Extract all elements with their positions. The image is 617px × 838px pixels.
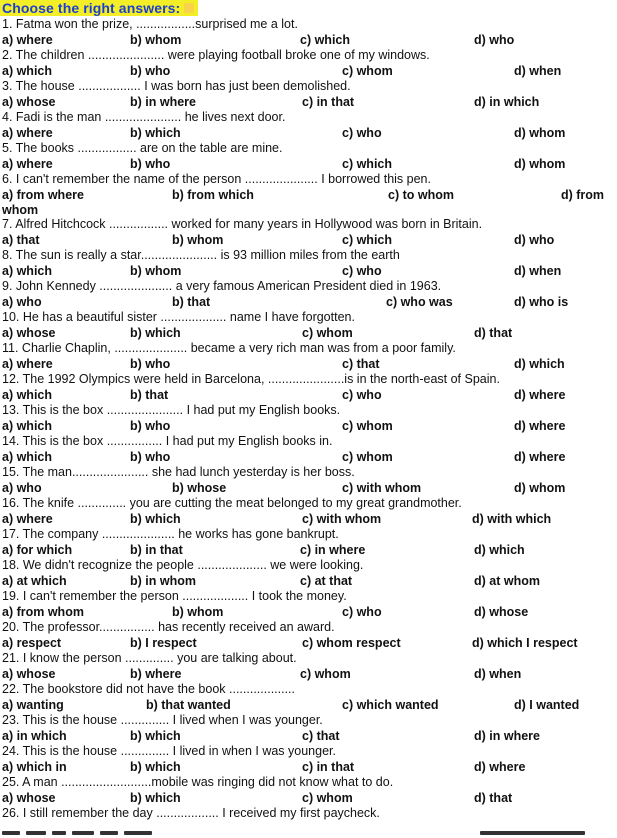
answer-option[interactable]: c) at that	[300, 573, 353, 588]
question-stem: 17. The company ..................... he works has gone bankrupt.	[2, 527, 339, 541]
answer-option[interactable]: d) whom	[514, 480, 566, 495]
answer-option[interactable]: c) which wanted	[342, 697, 439, 712]
question-stem: 19. I can't remember the person ................... I took the money.	[2, 589, 347, 603]
answer-option[interactable]: a) whose	[2, 325, 56, 340]
question-item	[2, 248, 615, 279]
answer-option[interactable]: b) in where	[130, 94, 196, 109]
answer-options	[2, 605, 615, 621]
answer-options	[2, 543, 615, 559]
answer-option[interactable]: b) who	[130, 449, 171, 464]
answer-option[interactable]: c) which	[342, 232, 393, 247]
answer-option[interactable]: b) in that	[130, 542, 183, 557]
answer-option[interactable]: d) that	[474, 325, 513, 340]
question-stem: 24. This is the house .............. I lived in when I was younger.	[2, 744, 336, 758]
answer-option[interactable]: d) at whom	[474, 573, 540, 588]
question-item	[2, 172, 615, 217]
answer-option[interactable]: d) which	[514, 356, 565, 371]
question-item	[2, 434, 615, 465]
answer-option[interactable]: b) which	[130, 125, 181, 140]
question-list	[2, 17, 615, 822]
question-item	[2, 403, 615, 434]
answer-option[interactable]: c) who	[342, 387, 382, 402]
answer-option[interactable]: c) in that	[302, 94, 355, 109]
answer-option[interactable]: d) in which	[474, 94, 540, 109]
answer-option[interactable]: c) which	[300, 32, 351, 47]
answer-options	[2, 64, 615, 80]
answer-option[interactable]: c) with whom	[302, 511, 382, 526]
answer-option[interactable]: a) where	[2, 156, 53, 171]
question-item	[2, 141, 615, 172]
instructions-header	[0, 0, 198, 16]
answer-option[interactable]: d) where	[474, 759, 526, 774]
answer-option[interactable]: a) which	[2, 63, 53, 78]
question-item	[2, 775, 615, 806]
answer-option[interactable]: a) that	[2, 232, 40, 247]
question-stem: 13. This is the box ...................... I had put my English books.	[2, 403, 341, 417]
answer-option[interactable]: d) with which	[472, 511, 552, 526]
answer-options	[2, 357, 615, 373]
answer-option[interactable]: b) I respect	[130, 635, 197, 650]
answer-option[interactable]: a) who	[2, 480, 42, 495]
question-item	[2, 620, 615, 651]
question-item	[2, 527, 615, 558]
answer-options	[2, 295, 615, 311]
answer-options	[2, 188, 615, 204]
answer-option[interactable]: c) whom	[302, 325, 353, 340]
answer-options	[2, 233, 615, 249]
answer-options	[2, 760, 615, 776]
question-stem: 3. The house .................. I was born has just been demolished.	[2, 79, 351, 93]
answer-option[interactable]: a) who	[2, 294, 42, 309]
answer-options	[2, 667, 615, 683]
answer-option[interactable]: d) whom	[514, 125, 566, 140]
answer-option[interactable]: c) whom	[342, 418, 393, 433]
answer-option[interactable]: a) whose	[2, 790, 56, 805]
answer-option[interactable]: c) whom	[300, 666, 351, 681]
answer-option[interactable]: d) who is	[514, 294, 569, 309]
question-item	[2, 310, 615, 341]
question-stem: 4. Fadi is the man ...................... he lives next door.	[2, 110, 286, 124]
question-item	[2, 110, 615, 141]
question-item	[2, 279, 615, 310]
header-badge-icon	[184, 3, 194, 13]
question-item	[2, 217, 615, 248]
answer-option[interactable]: b) who	[130, 356, 171, 371]
answer-option[interactable]: a) in which	[2, 728, 67, 743]
answer-option[interactable]: c) that	[302, 728, 340, 743]
answer-option[interactable]: a) which	[2, 387, 53, 402]
cropped-next-line	[0, 831, 617, 838]
instructions-title: Choose the right answers:	[2, 0, 181, 16]
question-stem: 21. I know the person .............. you are talking about.	[2, 651, 297, 665]
answer-options	[2, 388, 615, 404]
answer-option[interactable]: c) with whom	[342, 480, 422, 495]
question-stem: 7. Alfred Hitchcock ................. worked for many years in Hollywood was born in Britain.	[2, 217, 483, 231]
question-item	[2, 806, 615, 822]
answer-options	[2, 574, 615, 590]
question-item	[2, 651, 615, 682]
answer-option[interactable]: a) where	[2, 125, 53, 140]
question-stem: 23. This is the house .............. I lived when I was younger.	[2, 713, 323, 727]
answer-option[interactable]: c) who	[342, 263, 382, 278]
answer-option[interactable]: a) wanting	[2, 697, 64, 712]
answer-option[interactable]: d) where	[514, 418, 566, 433]
question-stem: 12. The 1992 Olympics were held in Barcelona, ......................is in the north-east of Spain.	[2, 372, 500, 386]
answer-options	[2, 729, 615, 745]
question-stem: 14. This is the box ................ I had put my English books in.	[2, 434, 333, 448]
answer-option[interactable]: c) in where	[300, 542, 366, 557]
answer-option[interactable]: a) for which	[2, 542, 73, 557]
question-item	[2, 558, 615, 589]
answer-option[interactable]: c) who was	[386, 294, 453, 309]
answer-option[interactable]: b) that	[130, 387, 169, 402]
answer-option[interactable]: b) which	[130, 728, 181, 743]
answer-options	[2, 481, 615, 497]
answer-option[interactable]: a) where	[2, 32, 53, 47]
question-stem: 11. Charlie Chaplin, ..................... became a very rich man was from a poor family.	[2, 341, 456, 355]
answer-option[interactable]: b) whom	[172, 604, 224, 619]
answer-option[interactable]: b) which	[130, 759, 181, 774]
question-stem: 26. I still remember the day .................. I received my first paycheck.	[2, 806, 380, 820]
answer-option[interactable]: d) when	[474, 666, 522, 681]
answer-option[interactable]: b) which	[130, 511, 181, 526]
answer-option[interactable]: c) who	[342, 604, 382, 619]
answer-options	[2, 326, 615, 342]
answer-option[interactable]: d) when	[514, 263, 562, 278]
question-item	[2, 341, 615, 372]
answer-option[interactable]: a) from where	[2, 187, 84, 202]
question-item	[2, 79, 615, 110]
answer-option[interactable]: d) which I respect	[472, 635, 578, 650]
answer-option[interactable]: a) whose	[2, 666, 56, 681]
answer-option[interactable]: d) where	[514, 449, 566, 464]
answer-option[interactable]: b) that	[172, 294, 211, 309]
answer-option[interactable]: b) whose	[172, 480, 227, 495]
answer-options	[2, 95, 615, 111]
answer-options	[2, 33, 615, 49]
answer-options	[2, 636, 615, 652]
answer-option[interactable]: c) whom	[302, 790, 353, 805]
answer-option[interactable]: a) which	[2, 263, 53, 278]
question-item	[2, 496, 615, 527]
answer-option[interactable]: b) which	[130, 790, 181, 805]
answer-option[interactable]: c) whom	[342, 63, 393, 78]
answer-option[interactable]: d) who	[514, 232, 555, 247]
answer-option[interactable]: b) from which	[172, 187, 254, 202]
answer-option[interactable]: a) at which	[2, 573, 67, 588]
answer-option[interactable]: c) which	[342, 156, 393, 171]
answer-option[interactable]: d) where	[514, 387, 566, 402]
answer-option[interactable]: a) where	[2, 511, 53, 526]
answer-option[interactable]: b) whom	[130, 263, 182, 278]
answer-option[interactable]: d) in where	[474, 728, 540, 743]
answer-option[interactable]: b) who	[130, 156, 171, 171]
answer-options	[2, 450, 615, 466]
answer-option[interactable]: a) respect	[2, 635, 62, 650]
answer-option[interactable]: d) whose	[474, 604, 529, 619]
answer-option[interactable]: c) in that	[302, 759, 355, 774]
question-stem: 5. The books ................. are on the table are mine.	[2, 141, 283, 155]
question-item	[2, 17, 615, 48]
question-stem: 15. The man...................... she had lunch yesterday is her boss.	[2, 465, 355, 479]
question-stem: 1. Fatma won the prize, .................surprised me a lot.	[2, 17, 298, 31]
answer-option[interactable]: b) that wanted	[146, 697, 231, 712]
answer-option[interactable]: a) from whom	[2, 604, 84, 619]
question-stem: 25. A man ..........................mobile was ringing did not know what to do.	[2, 775, 394, 789]
answer-option[interactable]: c) whom respect	[302, 635, 401, 650]
answer-option[interactable]: b) where	[130, 666, 182, 681]
answer-option[interactable]: b) who	[130, 63, 171, 78]
answer-option[interactable]: d) who	[474, 32, 515, 47]
answer-option[interactable]: d) whom	[514, 156, 566, 171]
answer-option[interactable]: d) from	[561, 187, 605, 202]
answer-options	[2, 698, 615, 714]
answer-option-continuation: whom	[2, 203, 39, 217]
answer-option[interactable]: b) in whom	[130, 573, 196, 588]
answer-option[interactable]: c) that	[342, 356, 380, 371]
question-stem: 9. John Kennedy ..................... a very famous American President died in 1963.	[2, 279, 442, 293]
answer-option[interactable]: b) which	[130, 325, 181, 340]
question-item	[2, 744, 615, 775]
question-stem: 20. The professor................ has recently received an award.	[2, 620, 335, 634]
answer-options	[2, 157, 615, 173]
answer-option[interactable]: d) I wanted	[514, 697, 580, 712]
answer-option[interactable]: c) who	[342, 125, 382, 140]
answer-option[interactable]: d) which	[474, 542, 525, 557]
question-item	[2, 372, 615, 403]
answer-option[interactable]: a) which	[2, 449, 53, 464]
question-item	[2, 589, 615, 620]
question-item	[2, 713, 615, 744]
answer-option[interactable]: a) whose	[2, 94, 56, 109]
question-stem: 6. I can't remember the name of the person ..................... I borrowed this pen.	[2, 172, 431, 186]
answer-option[interactable]: a) which in	[2, 759, 67, 774]
question-stem: 8. The sun is really a star...................... is 93 million miles from the earth	[2, 248, 400, 262]
question-stem: 10. He has a beautiful sister ................... name I have forgotten.	[2, 310, 355, 324]
answer-options	[2, 419, 615, 435]
answer-option[interactable]: c) to whom	[388, 187, 454, 202]
question-item	[2, 682, 615, 713]
question-item	[2, 48, 615, 79]
answer-options	[2, 126, 615, 142]
answer-option[interactable]: c) whom	[342, 449, 393, 464]
question-stem: 2. The children ...................... were playing football broke one of my windows.	[2, 48, 430, 62]
answer-options	[2, 512, 615, 528]
question-stem: 22. The bookstore did not have the book ...................	[2, 682, 295, 696]
question-stem: 18. We didn't recognize the people .................... we were looking.	[2, 558, 364, 572]
answer-option[interactable]: b) whom	[130, 32, 182, 47]
answer-options	[2, 791, 615, 807]
question-stem: 16. The knife .............. you are cutting the meat belonged to my great grandmother.	[2, 496, 462, 510]
answer-option[interactable]: d) that	[474, 790, 513, 805]
answer-option[interactable]: d) when	[514, 63, 562, 78]
answer-option[interactable]: b) who	[130, 418, 171, 433]
answer-option[interactable]: b) whom	[172, 232, 224, 247]
question-item	[2, 465, 615, 496]
answer-options	[2, 264, 615, 280]
answer-option[interactable]: a) where	[2, 356, 53, 371]
answer-option[interactable]: a) which	[2, 418, 53, 433]
